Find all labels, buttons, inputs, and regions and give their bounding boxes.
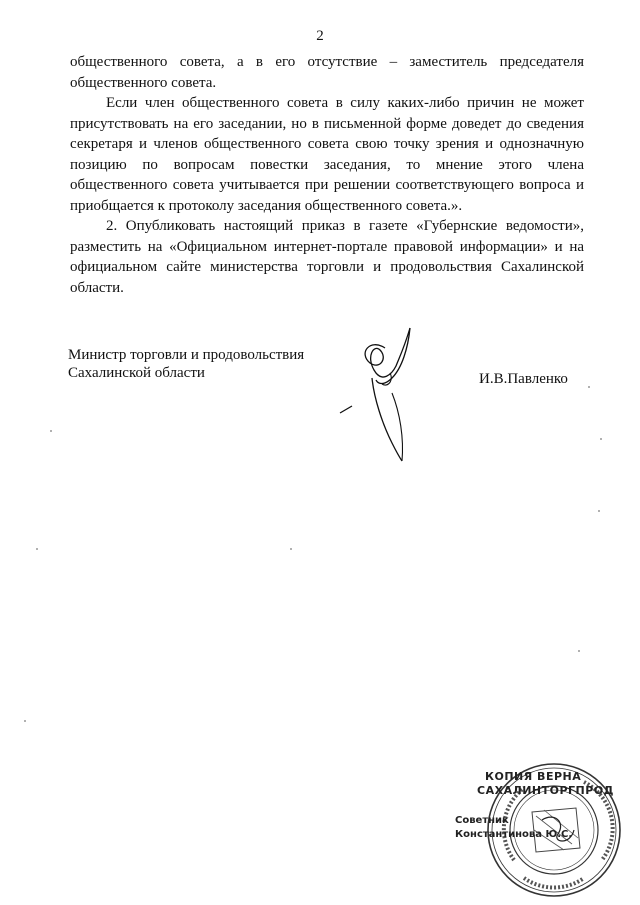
scan-speck: [588, 386, 590, 388]
handwritten-signature: [330, 318, 440, 468]
signer-position-line1: Министр торговли и продовольствия: [68, 347, 305, 363]
scan-speck: [600, 438, 602, 440]
signer-name: И.В.Павленко: [479, 371, 568, 387]
paragraph-continuation: общественного совета, а в его отсутствие – заместитель председателя общественного совета.: [70, 54, 584, 91]
certification-line3: Советник: [455, 815, 509, 826]
certification-stamp: [455, 770, 614, 842]
document-body: [70, 52, 584, 298]
scan-speck: [36, 548, 38, 550]
scan-speck: [50, 430, 52, 432]
scan-speck: [578, 650, 580, 652]
signer-position-line2: Сахалинской области: [68, 365, 205, 381]
certification-line2: САХАЛИНТОРГПРОД: [477, 784, 614, 797]
certification-line1: КОПИЯ ВЕРНА: [485, 770, 582, 783]
page-number: 2: [316, 28, 324, 44]
paragraph-absent-member: Если член общественного совета в силу каких-либо причин не может присутствовать на его заседании, но в письменной форме доведет до сведения секретаря и членов общественного совета свою точку зрения и однозначную позицию по вопросам повестки заседания, то мнение этого члена общественного совета учитывается при решении соответствующего вопроса и приобщается к протоколу заседания общественного совета.».: [70, 95, 584, 214]
signer-position: [68, 346, 304, 382]
scan-speck: [290, 548, 292, 550]
certification-line4: Константинова Ю.С.: [455, 829, 573, 840]
scan-speck: [598, 510, 600, 512]
paragraph-publication: 2. Опубликовать настоящий приказ в газете «Губернские ведомости», разместить на «Официальном интернет-портале правовой информации» и на официальном сайте министерства торговли и продовольствия Сахалинской области.: [70, 218, 584, 296]
scan-speck: [24, 720, 26, 722]
